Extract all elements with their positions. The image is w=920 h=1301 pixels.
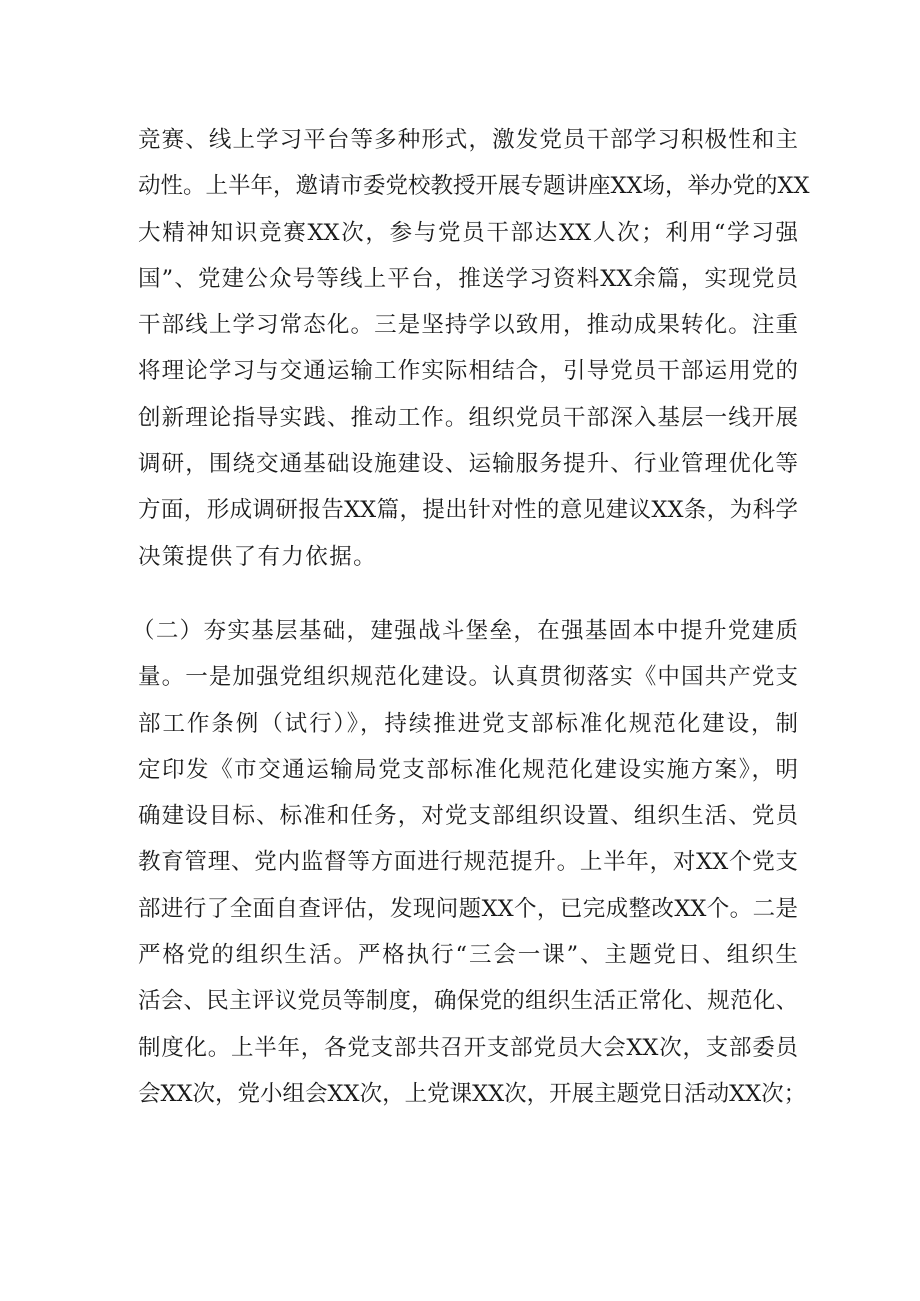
text-line: 动性。上半年，邀请市委党校教授开展专题讲座XX场，举办党的XX: [138, 173, 810, 200]
paragraph-1: [138, 117, 810, 580]
text-line: 部工作条例（试行）》，持续推进党支部标准化规范化建设，制: [138, 710, 798, 737]
text-line: 创新理论指导实践、推动工作。组织党员干部深入基层一线开展: [138, 404, 798, 431]
text-line: 定印发《市交通运输局党支部标准化规范化建设实施方案》，明: [138, 756, 798, 783]
text-line: 将理论学习与交通运输工作实际相结合，引导党员干部运用党的: [138, 358, 798, 385]
text-line: 量。一是加强党组织规范化建设。认真贯彻落实《中国共产党支: [138, 664, 798, 691]
text-line: 确建设目标、标准和任务，对党支部组织设置、组织生活、党员: [138, 803, 798, 830]
text-line: 决策提供了有力依据。: [138, 543, 378, 570]
text-line: 会XX次，党小组会XX次，上党课XX次，开展主题党日活动XX次；: [138, 1080, 807, 1107]
text-line: 干部线上学习常态化。三是坚持学以致用，推动成果转化。注重: [138, 312, 798, 339]
text-line: 大精神知识竞赛XX次，参与党员干部达XX人次；利用“学习强: [138, 219, 798, 246]
text-line: 活会、民主评议党员等制度，确保党的组织生活正常化、规范化、: [138, 988, 798, 1015]
text-line: 调研，围绕交通基础设施建设、运输服务提升、行业管理优化等: [138, 451, 798, 478]
text-line: 制度化。上半年，各党支部共召开支部党员大会XX次，支部委员: [138, 1034, 798, 1061]
text-line: 国”、党建公众号等线上平台，推送学习资料XX余篇，实现党员: [138, 265, 798, 292]
section-heading-line: （二）夯实基层基础，建强战斗堡垒，在强基固本中提升党建质: [132, 618, 798, 644]
text-line: 竞赛、线上学习平台等多种形式，激发党员干部学习积极性和主: [138, 127, 798, 153]
paragraph-2: [132, 608, 807, 1117]
text-line: 严格党的组织生活。严格执行“三会一课”、主题党日、组织生: [138, 942, 798, 969]
text-line: 教育管理、党内监督等方面进行规范提升。上半年，对XX个党支: [138, 849, 798, 876]
text-line: 部进行了全面自查评估，发现问题XX个，已完成整改XX个。二是: [138, 895, 798, 922]
text-line: 方面，形成调研报告XX篇，提出针对性的意见建议XX条，为科学: [138, 497, 798, 524]
